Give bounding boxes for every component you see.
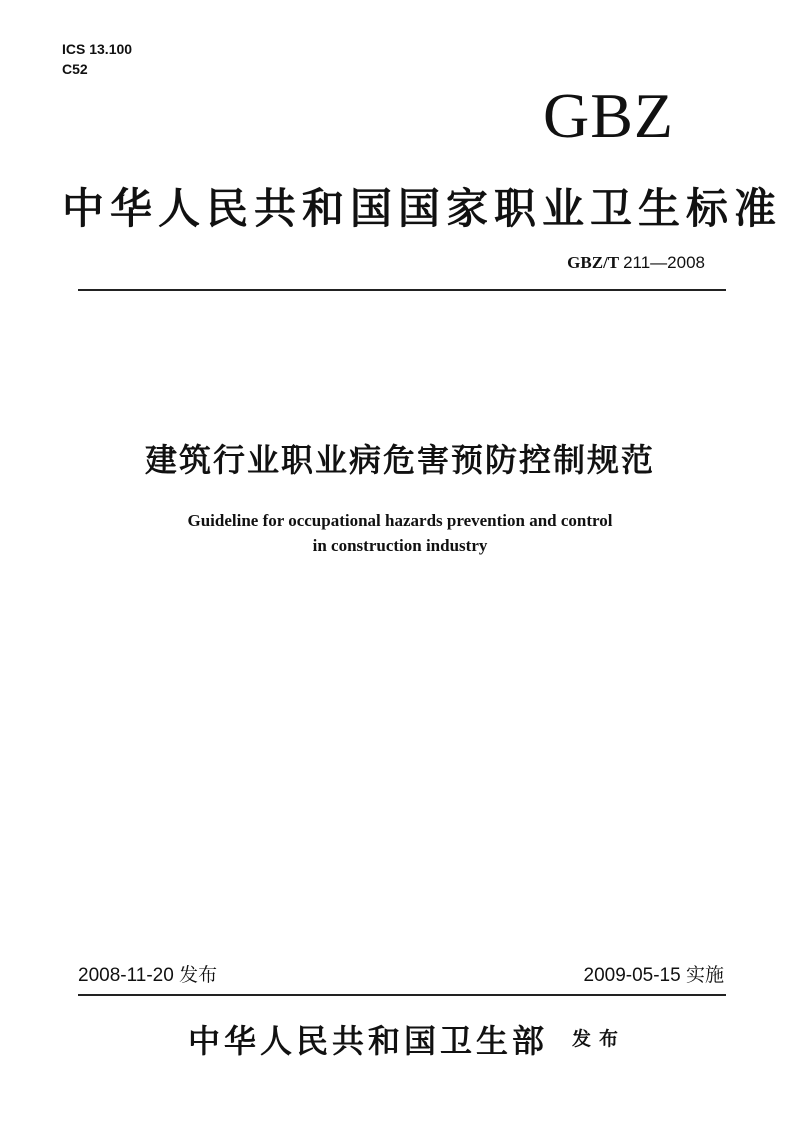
issue-label: 发布 — [179, 965, 218, 986]
implement-label: 实施 — [685, 965, 724, 986]
standard-code-number: 211—2008 — [623, 253, 705, 272]
issue-date-value: 2008-11-20 — [78, 965, 174, 986]
title-english-line2: in construction industry — [312, 536, 488, 555]
standard-code — [567, 253, 705, 273]
title-english-line1: Guideline for occupational hazards prevention and control — [187, 511, 613, 530]
series-mark: GBZ — [543, 80, 674, 151]
publisher: 中华人民共和国卫生部 — [188, 1022, 549, 1060]
standard-code-prefix: GBZ/T — [567, 253, 619, 272]
footer-divider — [78, 994, 726, 996]
publish-label: 发布 — [572, 1029, 627, 1050]
title-chinese: 建筑行业职业病危害预防控制规范 — [144, 442, 655, 478]
ics-code: ICS 13.100 — [62, 41, 133, 57]
issue-date — [78, 960, 217, 987]
header-divider — [78, 289, 726, 291]
standard-category: 中华人民共和国国家职业卫生标准 — [62, 184, 783, 233]
implement-date — [584, 960, 725, 987]
ccs-code: C52 — [62, 61, 88, 77]
implement-date-value: 2009-05-15 — [583, 965, 681, 986]
